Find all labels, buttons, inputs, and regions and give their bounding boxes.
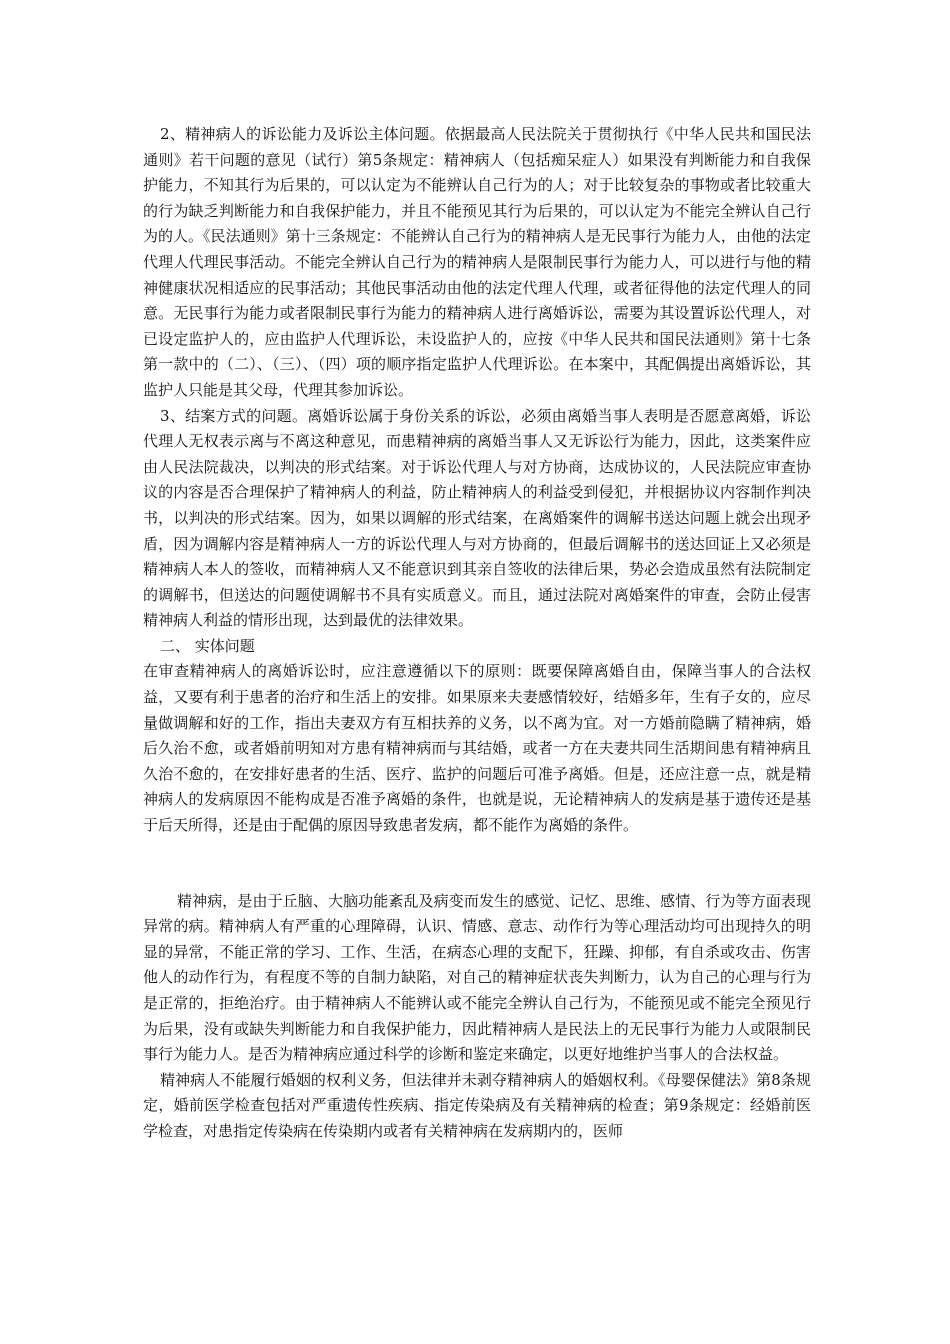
paragraph-marriage-rights: 精神病人不能履行婚姻的权利义务，但法律并未剥夺精神病人的婚姻权利。《母婴保健法》第8条规定，婚前医学检查包括对严重遗传性疾病、指定传染病及有关精神病的检查；第9条规定：经婚前医学检查，对患指定传染病在传染期内或者有关精神病在发病期内的，医师 xyxy=(143,1070,811,1140)
paragraph-spacer xyxy=(143,839,811,889)
document-page xyxy=(143,122,811,1145)
section-heading: 二、 实体问题 xyxy=(160,636,255,655)
paragraph-litigation-capacity: 2、精神病人的诉讼能力及诉讼主体问题。依据最高人民法院关于贯彻执行《中华人民共和国民法通则》若干问题的意见（试行）第5条规定：精神病人（包括痴呆症人）如果没有判断能力和自我保护能力，不知其行为后果的，可以认定为不能辨认自己行为的人；对于比较复杂的事物或者比较重大的行为缺乏判断能力和自我保护能力，并且不能预见其行为后果的，可以认定为不能完全辨认自己行为的人。《民法通则》第十三条规定：不能辨认自己行为的精神病人是无民事行为能力人，由他的法定代理人代理民事活动。不能完全辨认自己行为的精神病人是限制民事行为能力人，可以进行与他的精神健康状况相适应的民事活动；其他民事活动由他的法定代理人代理，或者征得他的法定代理人的同意。无民事行为能力或者限制民事行为能力的精神病人进行离婚诉讼，需要为其设置诉讼代理人，对已设定监护人的，应由监护人代理诉讼，未设监护人的，应按《中华人民共和国民法通则》第十七条第一款中的（二）、（三）、（四）项的顺序指定监护人代理诉讼。在本案中，其配偶提出离婚诉讼，其监护人只能是其父母，代理其参加诉讼。 xyxy=(143,125,811,399)
paragraph-case-closing: 3、结案方式的问题。离婚诉讼属于身份关系的诉讼，必须由离婚当事人表明是否愿意离婚，诉讼代理人无权表示离与不离这种意见，而患精神病的离婚当事人又无诉讼行为能力，因此，这类案件应由人民法院裁决，以判决的形式结案。对于诉讼代理人与对方协商，达成协议的，人民法院应审查协议的内容是否合理保护了精神病人的利益，防止精神病人的利益受到侵犯，并根据协议内容制作判决书，以判决的形式结案。因为，如果以调解的形式结案，在离婚案件的调解书送达问题上就会出现矛盾，因为调解内容是精神病人一方的诉讼代理人与对方协商的，但最后调解书的送达回证上又必须是精神病人本人的签收，而精神病人又不能意识到其亲自签收的法律后果，势必会造成虽然有法院制定的调解书，但送达的问题使调解书不具有实质意义。而且，通过法院对离婚案件的审查，会防止侵害精神病人利益的情形出现，达到最优的法律效果。 xyxy=(143,406,811,630)
paragraph-substantive-issues: 在审查精神病人的离婚诉讼时，应注意遵循以下的原则：既要保障离婚自由，保障当事人的合法权益，又要有利于患者的治疗和生活上的安排。如果原来夫妻感情较好，结婚多年，生有子女的，应尽量做调解和好的工作，指出夫妻双方有互相扶养的义务，以不离为宜。对一方婚前隐瞒了精神病，婚后久治不愈，或者婚前明知对方患有精神病而与其结婚，或者一方在夫妻共同生活期间患有精神病且久治不愈的，在安排好患者的生活、医疗、监护的问题后可准予离婚。但是，还应注意一点，就是精神病人的发病原因不能构成是否准予离婚的条件，也就是说，无论精神病人的发病是基于遗传还是基于后天所得，还是由于配偶的原因导致患者发病，都不能作为离婚的条件。 xyxy=(143,662,811,835)
paragraph-mental-illness-definition: 精神病，是由于丘脑、大脑功能紊乱及病变而发生的感觉、记忆、思维、感情、行为等方面表现异常的病。精神病人有严重的心理障碍，认识、情感、意志、动作行为等心理活动均可出现持久的明显的异常，不能正常的学习、工作、生活，在病态心理的支配下，狂躁、抑郁，有自杀或攻击、伤害他人的动作行为，有程度不等的自制力缺陷，对自己的精神症状丧失判断力，认为自己的心理与行为是正常的，拒绝治疗。由于精神病人不能辨认或不能完全辨认自己行为，不能预见或不能完全预见行为后果，没有或缺失判断能力和自我保护能力，因此精神病人是民法上的无民事行为能力人或限制民事行为能力人。是否为精神病应通过科学的诊断和鉴定来确定，以更好地维护当事人的合法权益。 xyxy=(143,891,811,1064)
